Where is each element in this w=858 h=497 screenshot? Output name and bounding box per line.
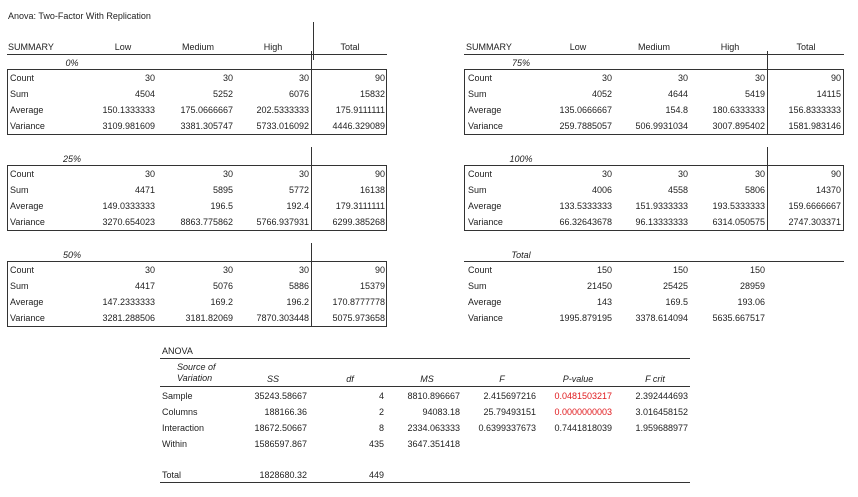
- anova-source-header: Source of: [177, 362, 216, 372]
- summary-cell: 4558: [667, 185, 688, 195]
- summary-row-label: Count: [10, 73, 35, 83]
- summary-cell: 5076: [212, 281, 233, 291]
- summary-cell: 179.3111111: [335, 201, 385, 211]
- summary-cell: 5895: [212, 185, 233, 195]
- anova-row-label: Within: [162, 439, 188, 449]
- summary-column-header: Medium: [637, 42, 670, 52]
- summary-cell: 30: [298, 265, 309, 275]
- anova-cell-df: 435: [368, 439, 384, 449]
- summary-row-label: Count: [468, 265, 493, 275]
- summary-cell: 3109.981609: [102, 121, 155, 131]
- anova-column-header: F: [499, 374, 505, 384]
- summary-cell: 506.9931034: [635, 121, 688, 131]
- summary-cell: 5886: [288, 281, 309, 291]
- summary-cell: 30: [144, 73, 155, 83]
- summary-cell: 3281.288506: [102, 313, 155, 323]
- summary-cell: 156.8333333: [788, 105, 841, 115]
- anova-total-ss: 1828680.32: [259, 470, 307, 480]
- summary-cell: 5419: [744, 89, 765, 99]
- summary-cell: 30: [222, 73, 233, 83]
- summary-cell: 8863.775862: [180, 217, 233, 227]
- anova-cell-ss: 18672.50667: [254, 423, 307, 433]
- anova-cell-ms: 2334.063333: [407, 423, 460, 433]
- anova-row-label: Interaction: [162, 423, 205, 433]
- summary-cell: 30: [677, 73, 688, 83]
- summary-cell: 159.6666667: [788, 201, 841, 211]
- anova-cell-f: 2.415697216: [483, 391, 536, 401]
- anova-cell-ms: 3647.351418: [407, 439, 460, 449]
- summary-row-label: Average: [468, 105, 502, 115]
- summary-cell: 3270.654023: [102, 217, 155, 227]
- summary-group-label: 50%: [62, 250, 81, 260]
- summary-divider: [313, 22, 314, 60]
- anova-cell-ms: 8810.896667: [407, 391, 460, 401]
- summary-row-label: Sum: [10, 281, 29, 291]
- summary-cell: 133.5333333: [559, 201, 612, 211]
- summary-cell: 30: [601, 73, 612, 83]
- summary-cell: 3181.82069: [185, 313, 233, 323]
- summary-cell: 193.06: [737, 297, 765, 307]
- summary-cell: 21450: [586, 281, 612, 291]
- anova-column-header: F crit: [645, 374, 665, 384]
- summary-row-label: Average: [468, 201, 502, 211]
- summary-row-label: Average: [10, 297, 44, 307]
- summary-cell: 4052: [591, 89, 612, 99]
- summary-cell: 4417: [134, 281, 155, 291]
- summary-cell: 143: [596, 297, 612, 307]
- summary-cell: 6314.050575: [712, 217, 765, 227]
- anova-cell-p: 0.0000000003: [554, 407, 612, 417]
- summary-row-label: Sum: [10, 89, 29, 99]
- summary-cell: 170.8777778: [332, 297, 385, 307]
- anova-source-header: Variation: [177, 373, 213, 383]
- summary-cell: 66.32643678: [559, 217, 612, 227]
- summary-cell: 169.5: [665, 297, 688, 307]
- summary-header-label: SUMMARY: [466, 42, 512, 52]
- summary-group-rule: [7, 165, 387, 166]
- summary-cell: 30: [298, 73, 309, 83]
- summary-column-header: High: [263, 42, 283, 52]
- summary-header-rule: [464, 54, 844, 55]
- anova-cell-ms: 94083.18: [422, 407, 460, 417]
- summary-row-label: Variance: [10, 217, 45, 227]
- summary-cell: 154.8: [665, 105, 688, 115]
- summary-group-label: 25%: [62, 154, 81, 164]
- summary-cell: 4644: [667, 89, 688, 99]
- summary-column-header: Medium: [181, 42, 214, 52]
- summary-cell: 1995.879195: [559, 313, 612, 323]
- anova-header-rule: [160, 386, 690, 387]
- summary-cell: 3378.614094: [635, 313, 688, 323]
- summary-cell: 1581.983146: [788, 121, 841, 131]
- summary-cell: 175.9111111: [335, 105, 385, 115]
- summary-cell: 25425: [662, 281, 688, 291]
- summary-cell: 6299.385268: [332, 217, 385, 227]
- summary-cell: 90: [374, 73, 385, 83]
- summary-cell: 5252: [212, 89, 233, 99]
- summary-group-rule: [464, 165, 844, 166]
- summary-cell: 151.9333333: [635, 201, 688, 211]
- anova-row-label: Sample: [162, 391, 193, 401]
- summary-total-divider: [311, 243, 312, 327]
- anova-cell-fcrit: 2.392444693: [635, 391, 688, 401]
- summary-cell: 30: [298, 169, 309, 179]
- summary-cell: 6076: [288, 89, 309, 99]
- anova-cell-df: 4: [378, 391, 384, 401]
- summary-cell: 7870.303448: [256, 313, 309, 323]
- anova-cell-ss: 35243.58667: [254, 391, 307, 401]
- summary-cell: 30: [144, 265, 155, 275]
- summary-cell: 30: [222, 265, 233, 275]
- anova-total-df: 449: [368, 470, 384, 480]
- summary-cell: 30: [754, 73, 765, 83]
- summary-row-label: Average: [468, 297, 502, 307]
- summary-cell: 30: [677, 169, 688, 179]
- summary-cell: 147.2333333: [102, 297, 155, 307]
- summary-group-rule: [7, 69, 387, 70]
- summary-cell: 192.4: [286, 201, 309, 211]
- summary-row-label: Variance: [468, 121, 503, 131]
- summary-row-label: Variance: [10, 121, 45, 131]
- summary-row-label: Count: [10, 265, 35, 275]
- summary-column-header: High: [720, 42, 740, 52]
- summary-group-label: 0%: [65, 58, 79, 68]
- summary-cell: 90: [830, 169, 841, 179]
- summary-cell: 5635.667517: [712, 313, 765, 323]
- summary-column-header: Total: [340, 42, 360, 52]
- summary-cell: 259.7885057: [559, 121, 612, 131]
- anova-cell-f: 25.79493151: [483, 407, 536, 417]
- summary-cell: 150: [672, 265, 688, 275]
- summary-cell: 14115: [816, 89, 841, 99]
- summary-group-rule: [464, 69, 844, 70]
- summary-cell: 30: [754, 169, 765, 179]
- summary-row-label: Average: [10, 105, 44, 115]
- anova-total-label: Total: [162, 470, 182, 480]
- summary-cell: 196.5: [210, 201, 233, 211]
- summary-cell: 90: [374, 265, 385, 275]
- summary-cell: 4504: [134, 89, 155, 99]
- summary-header-rule: [7, 54, 387, 55]
- summary-cell: 4446.329089: [332, 121, 385, 131]
- summary-cell: 149.0333333: [102, 201, 155, 211]
- summary-column-header: Total: [796, 42, 816, 52]
- anova-cell-p: 0.7441818039: [554, 423, 612, 433]
- summary-column-header: Low: [569, 42, 587, 52]
- summary-group-label: 100%: [509, 154, 533, 164]
- summary-row-label: Variance: [468, 217, 503, 227]
- anova-cell-fcrit: 3.016458152: [635, 407, 688, 417]
- anova-cell-df: 8: [378, 423, 384, 433]
- summary-row-label: Count: [468, 73, 493, 83]
- summary-cell: 5075.973658: [332, 313, 385, 323]
- summary-row-label: Sum: [468, 89, 487, 99]
- summary-group-label: 75%: [511, 58, 530, 68]
- summary-cell: 150: [749, 265, 765, 275]
- summary-group-label: Total: [511, 250, 531, 260]
- summary-cell: 4006: [591, 185, 612, 195]
- summary-cell: 175.0666667: [180, 105, 233, 115]
- summary-total-divider: [767, 51, 768, 135]
- page-title: Anova: Two-Factor With Replication: [8, 11, 151, 21]
- summary-cell: 90: [374, 169, 385, 179]
- summary-cell: 150: [596, 265, 612, 275]
- summary-cell: 15379: [359, 281, 385, 291]
- anova-column-header: SS: [266, 374, 279, 384]
- summary-cell: 5772: [288, 185, 309, 195]
- summary-cell: 3381.305747: [180, 121, 233, 131]
- anova-cell-df: 2: [378, 407, 384, 417]
- summary-row-label: Average: [10, 201, 44, 211]
- summary-total-divider: [311, 147, 312, 231]
- summary-column-header: Low: [114, 42, 132, 52]
- summary-row-label: Count: [10, 169, 35, 179]
- summary-cell: 169.2: [210, 297, 233, 307]
- summary-group-rule: [464, 261, 844, 262]
- summary-cell: 90: [830, 73, 841, 83]
- summary-cell: 150.1333333: [102, 105, 155, 115]
- anova-cell-ss: 188166.36: [264, 407, 307, 417]
- summary-row-label: Sum: [468, 281, 487, 291]
- summary-cell: 5733.016092: [256, 121, 309, 131]
- summary-cell: 3007.895402: [712, 121, 765, 131]
- summary-cell: 16138: [359, 185, 385, 195]
- anova-row-label: Columns: [162, 407, 198, 417]
- anova-cell-p: 0.0481503217: [554, 391, 612, 401]
- summary-cell: 5766.937931: [256, 217, 309, 227]
- anova-cell-f: 0.6399337673: [478, 423, 536, 433]
- summary-cell: 30: [601, 169, 612, 179]
- summary-header-label: SUMMARY: [8, 42, 54, 52]
- summary-total-divider: [767, 147, 768, 231]
- summary-cell: 196.2: [286, 297, 309, 307]
- summary-total-divider: [311, 51, 312, 135]
- summary-cell: 96.13333333: [635, 217, 688, 227]
- anova-column-header: P-value: [562, 374, 594, 384]
- anova-top-rule: [160, 358, 690, 359]
- summary-cell: 135.0666667: [559, 105, 612, 115]
- summary-cell: 28959: [739, 281, 765, 291]
- summary-row-label: Sum: [468, 185, 487, 195]
- anova-column-header: df: [346, 374, 354, 384]
- summary-cell: 4471: [134, 185, 155, 195]
- summary-cell: 2747.303371: [788, 217, 841, 227]
- summary-group-rule: [7, 261, 387, 262]
- summary-row-label: Variance: [10, 313, 45, 323]
- summary-cell: 202.5333333: [256, 105, 309, 115]
- summary-cell: 15832: [359, 89, 385, 99]
- summary-cell: 30: [222, 169, 233, 179]
- anova-title: ANOVA: [162, 346, 193, 356]
- anova-column-header: MS: [420, 374, 434, 384]
- summary-row-label: Sum: [10, 185, 29, 195]
- summary-cell: 193.5333333: [712, 201, 765, 211]
- summary-row-label: Variance: [468, 313, 503, 323]
- summary-row-label: Count: [468, 169, 493, 179]
- summary-cell: 5806: [744, 185, 765, 195]
- anova-cell-fcrit: 1.959688977: [635, 423, 688, 433]
- anova-bottom-rule: [160, 482, 690, 483]
- summary-cell: 180.6333333: [712, 105, 765, 115]
- summary-cell: 30: [144, 169, 155, 179]
- summary-cell: 14370: [815, 185, 841, 195]
- anova-cell-ss: 1586597.867: [254, 439, 307, 449]
